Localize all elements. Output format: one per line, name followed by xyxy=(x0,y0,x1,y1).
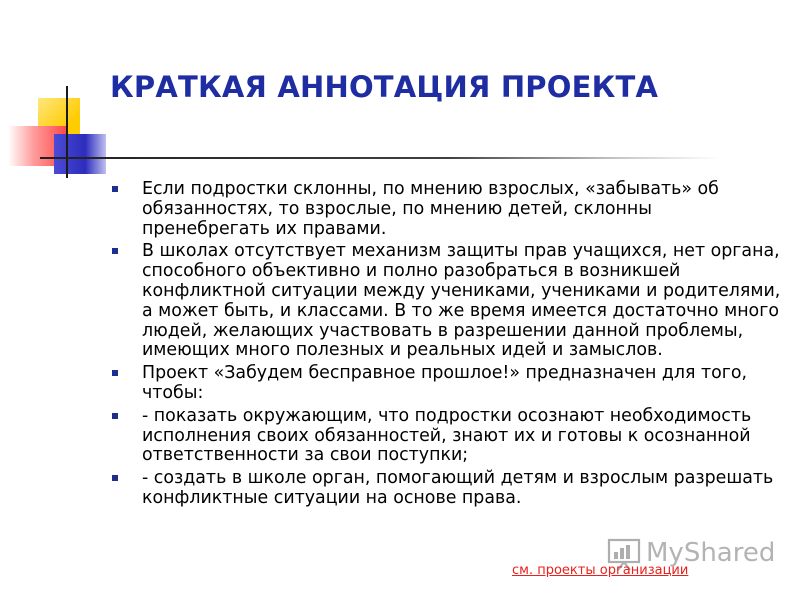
decorative-blue-square xyxy=(54,134,106,174)
slide-title: КРАТКАЯ АННОТАЦИЯ ПРОЕКТА xyxy=(110,70,659,104)
bullet-text: - показать окружающим, что подростки осознают необходимость исполнения своих обязанностей, знают их и готовы к осознанной ответственности за свои поступки; xyxy=(142,405,752,466)
watermark-text: MyShared xyxy=(646,538,776,568)
bullet-square-icon xyxy=(112,475,118,481)
bullet-item xyxy=(112,469,784,509)
bullet-item xyxy=(112,364,784,404)
bullet-text: В школах отсутствует механизм защиты прав учащихся, нет органа, способного объективно и полно разобраться в возникшей конфликтной ситуации между учениками, учениками и родителями, а может быть, и классами. В то же время имеется достаточно много людей, желающих участвовать в разрешении данной проблемы, имеющих много полезных и реальных идей и замыслов. xyxy=(142,241,781,361)
bullet-text: - создать в школе орган, помогающий детям и взрослым разрешать конфликтные ситуации на основе права. xyxy=(142,468,774,508)
bullet-list xyxy=(112,180,784,512)
title-underline xyxy=(40,157,720,159)
decorative-vertical-line xyxy=(66,86,68,178)
bullet-square-icon xyxy=(112,248,118,254)
bullet-text: Проект «Забудем бесправное прошлое!» предназначен для того, чтобы: xyxy=(142,363,748,403)
bullet-item xyxy=(112,242,784,361)
bullet-square-icon xyxy=(112,413,118,419)
bullet-item xyxy=(112,180,784,239)
bullet-text: Если подростки склонны, по мнению взрослых, «забывать» об обязанностях, то взрослые, по мнению детей, склонны пренебрегать их правами. xyxy=(142,179,719,239)
bullet-item xyxy=(112,407,784,466)
bullet-square-icon xyxy=(112,370,118,376)
bullet-square-icon xyxy=(112,186,118,192)
organization-projects-link[interactable]: см. проекты организации xyxy=(512,563,689,578)
